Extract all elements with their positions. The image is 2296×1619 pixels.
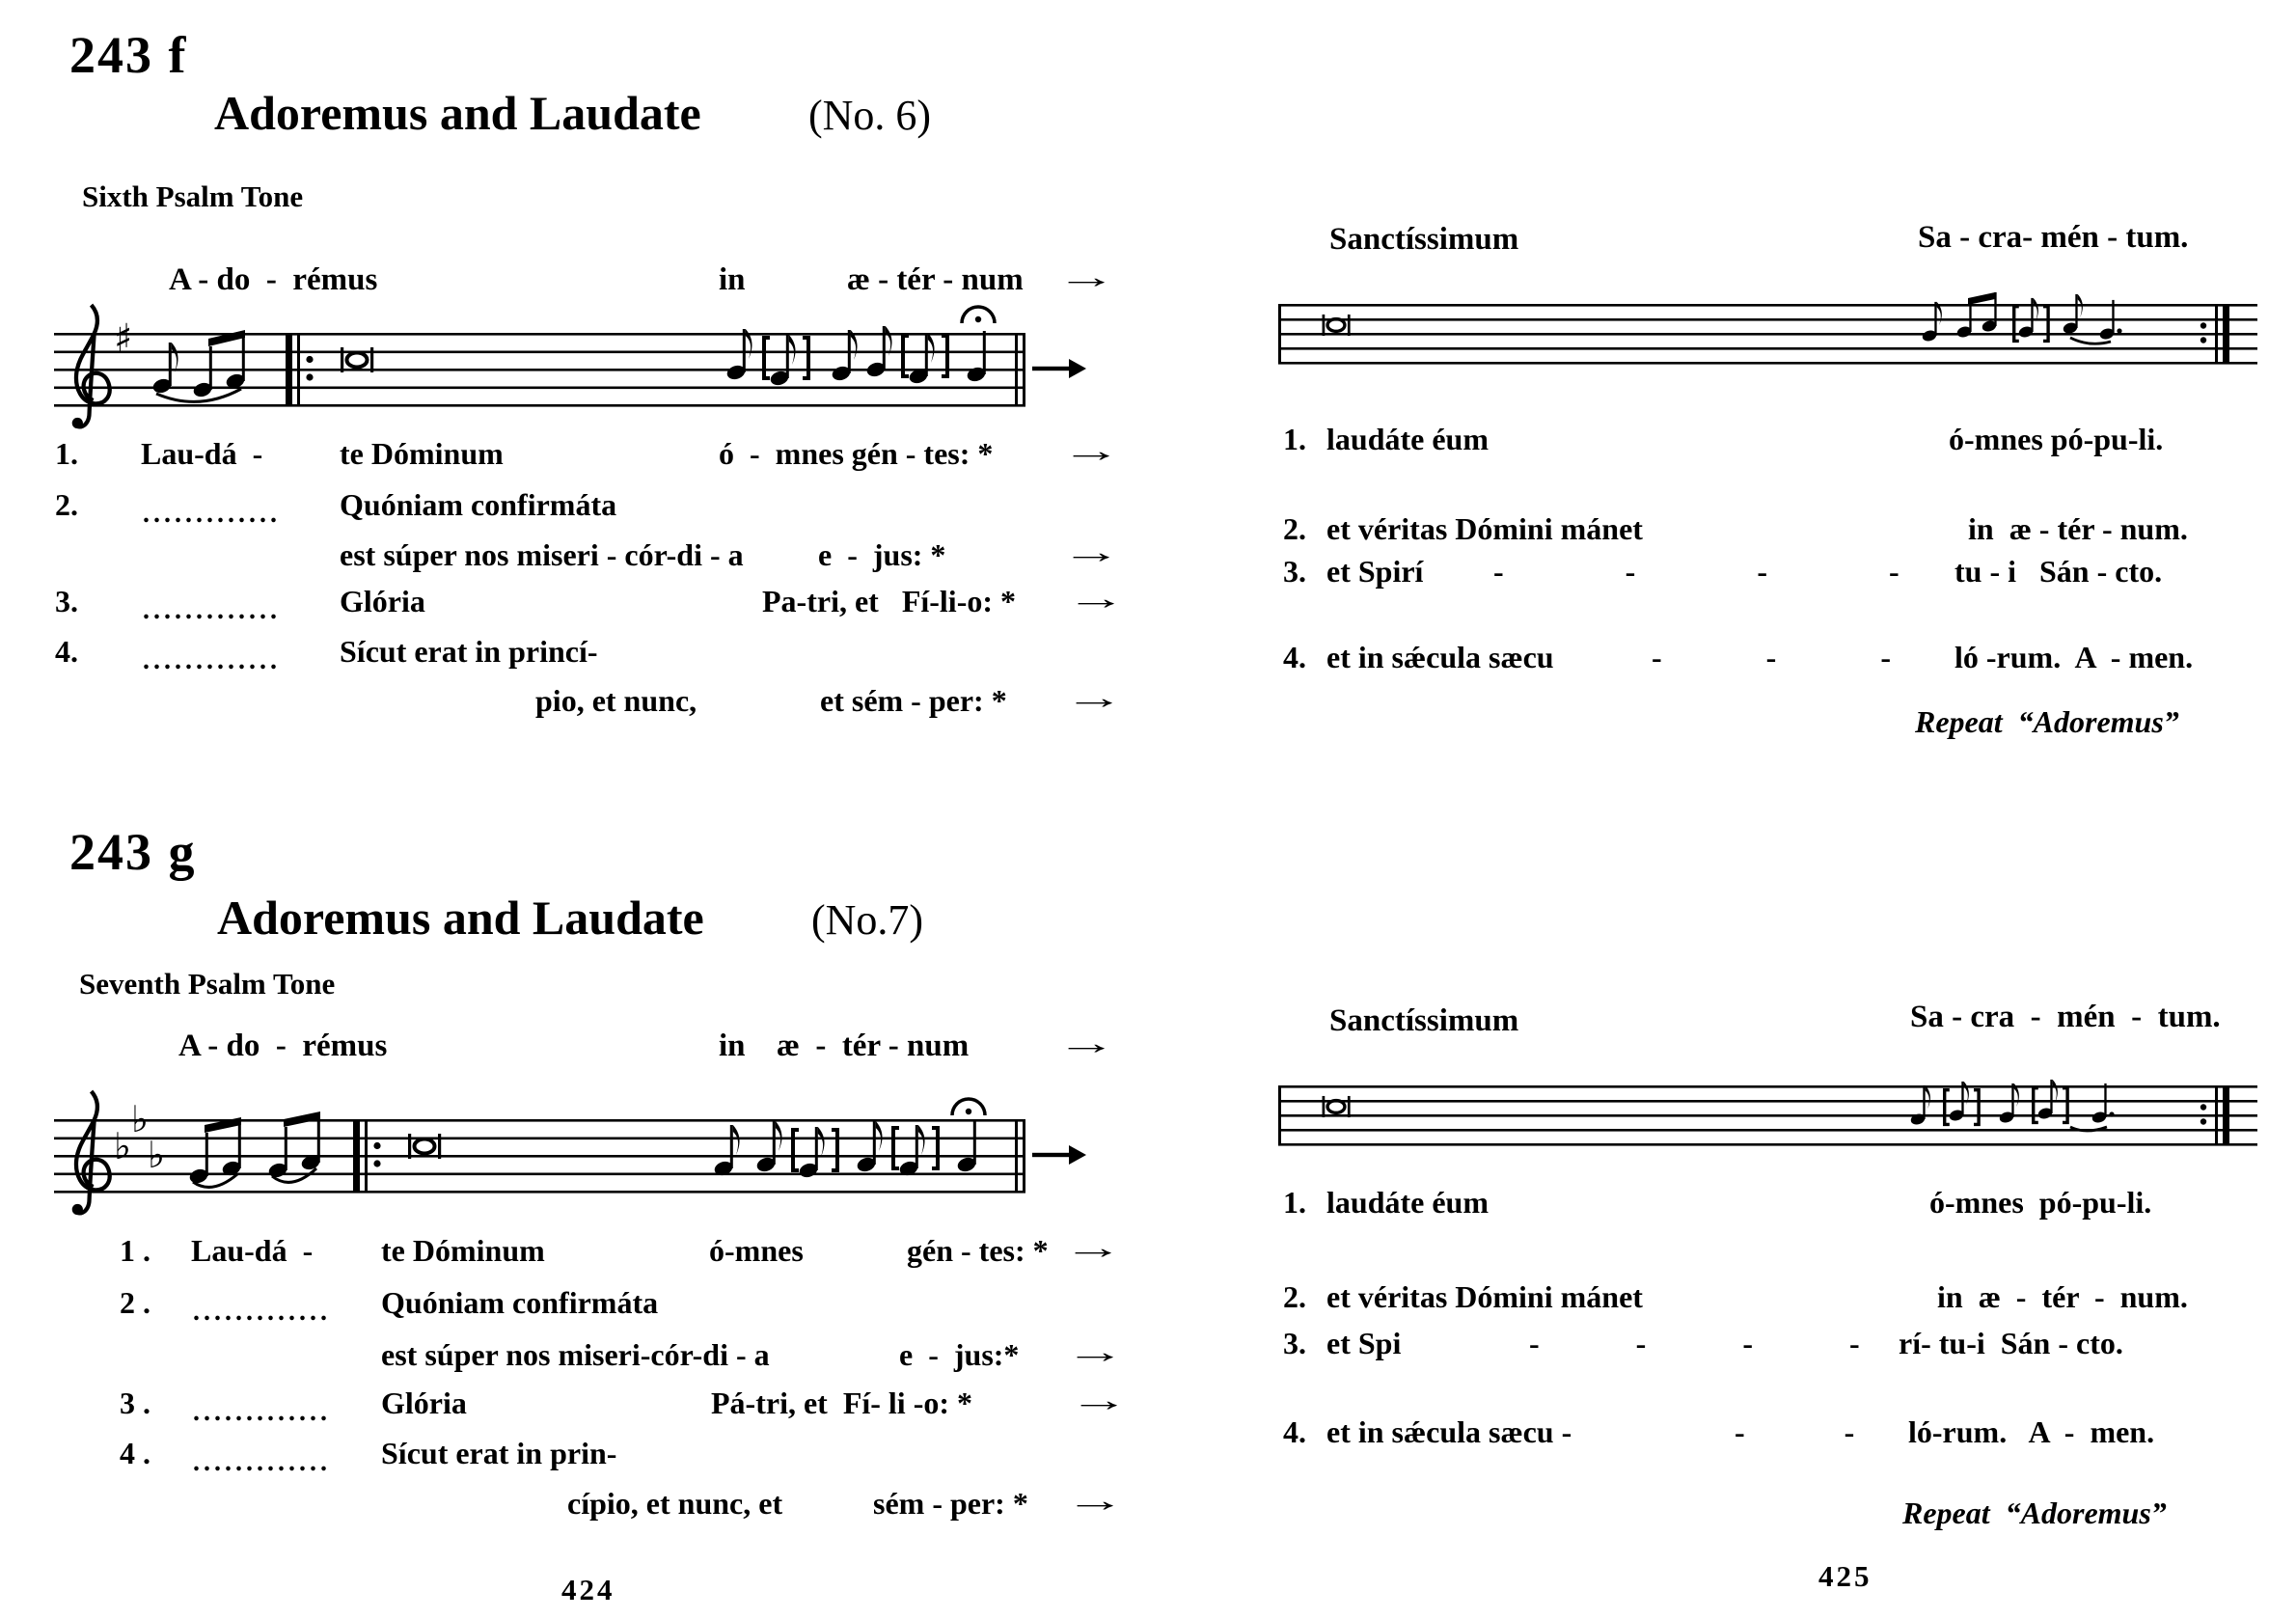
verse-number: 1.	[55, 436, 78, 471]
tone-label-g: Seventh Psalm Tone	[79, 967, 336, 1001]
verse-text: et in sǽcula sæcu	[1326, 640, 1554, 674]
fermata-icon	[962, 307, 995, 323]
repeat-instruction: Repeat “Adoremus”	[1915, 704, 2179, 739]
lyric-g-adoremus: A - do - rémus	[178, 1029, 388, 1063]
verse-text: te Dóminum	[340, 436, 504, 471]
cadence-notes	[713, 1121, 977, 1179]
ditto-leader: .............	[193, 1447, 331, 1477]
verse-text: ló-rum. A - men.	[1908, 1414, 2155, 1449]
verse-number: 3.	[55, 584, 78, 618]
melisma-dashes: - - - -	[1493, 554, 1900, 589]
verse-text: est súper nos miseri-cór-di - a	[381, 1337, 770, 1372]
verse-text: est súper nos miseri - cór-di - a	[340, 537, 744, 572]
verse-text: et véritas Dómini mánet	[1326, 1279, 1643, 1314]
verse-text: et Spirí	[1326, 554, 1424, 589]
verse-text: Glória	[340, 584, 425, 618]
verse-number: 3.	[1283, 1326, 1306, 1360]
reciting-note-breve	[1323, 315, 1351, 336]
svg-text:♭: ♭	[131, 1098, 149, 1140]
continuation-arrow-icon	[1032, 1145, 1086, 1165]
lyric-g-aeternum: æ - tér - num	[777, 1029, 970, 1063]
verse-text: Lau-dá -	[141, 436, 263, 471]
continuation-arrow-icon: →	[1063, 1231, 1124, 1266]
staff-g	[48, 1066, 1129, 1225]
start-barline	[1278, 304, 1281, 364]
intonation-notes	[151, 330, 246, 401]
intonation-notes	[188, 1111, 321, 1187]
staff-right-bottom	[1254, 1071, 2277, 1163]
verse-number: 1.	[1283, 422, 1306, 456]
verse-number: 3.	[1283, 554, 1306, 589]
verse-text: in æ - tér - num.	[1968, 511, 2188, 546]
verse-text: Quóniam confirmáta	[381, 1285, 659, 1320]
continuation-arrow-icon: →	[1056, 261, 1117, 295]
verse-text: Quóniam confirmáta	[340, 487, 617, 522]
ditto-leader: .............	[143, 595, 281, 625]
lyric-f-aeternum: æ - tér - num	[847, 262, 1024, 297]
title-f-number: (No. 6)	[808, 92, 932, 139]
section-number-f: 243 f	[69, 26, 188, 84]
verse-number: 4.	[1283, 1414, 1306, 1449]
incipit-sacramentum: Sa - cra - mén - tum.	[1910, 1000, 2221, 1034]
continuation-arrow-icon: →	[1065, 1484, 1126, 1519]
verse-text: Sícut erat in prin-	[381, 1436, 617, 1470]
ditto-leader: .............	[193, 1297, 331, 1327]
staff-right-top	[1254, 289, 2277, 381]
flat-key-signature-icon	[114, 1098, 165, 1176]
verse-text: in æ - tér - num.	[1937, 1279, 2188, 1314]
treble-clef-icon	[72, 305, 110, 428]
verse-text: ló -rum. A - men.	[1954, 640, 2194, 674]
tone-label-f: Sixth Psalm Tone	[82, 179, 304, 213]
continuation-arrow-icon	[1032, 359, 1086, 378]
verse-text: et Spi	[1326, 1326, 1402, 1360]
verse-text: et véritas Dómini mánet	[1326, 511, 1643, 546]
start-barline	[1278, 1085, 1281, 1145]
folio-number-left: 424	[561, 1573, 615, 1606]
verse-number: 4.	[55, 634, 78, 669]
verse-number: 2.	[55, 487, 78, 522]
treble-clef-icon	[72, 1091, 110, 1215]
incipit-sacramentum: Sa - cra- mén - tum.	[1918, 220, 2189, 255]
verse-text: Lau-dá -	[191, 1233, 314, 1268]
repeat-instruction: Repeat “Adoremus”	[1902, 1496, 2167, 1530]
verse-text: ó-mnes pó-pu-li.	[1949, 422, 2164, 456]
title-f: Adoremus and Laudate	[214, 86, 701, 140]
verse-text: Pá-tri, et Fí- li -o: *	[711, 1386, 972, 1420]
verse-text: laudáte éum	[1326, 422, 1489, 456]
svg-text:♭: ♭	[148, 1134, 165, 1176]
reciting-note-breve	[1323, 1096, 1351, 1117]
continuation-arrow-icon: →	[1061, 434, 1122, 469]
verse-text: ó-mnes pó-pu-li.	[1929, 1185, 2152, 1220]
ditto-leader: .............	[193, 1397, 331, 1427]
verse-text: Pa-tri, et Fí-li-o: *	[762, 584, 1016, 618]
verse-text: te Dóminum	[381, 1233, 545, 1268]
continuation-arrow-icon: →	[1056, 1027, 1117, 1061]
melisma-dashes: - - -	[1652, 640, 1891, 674]
verse-text: Sícut erat in princí-	[340, 634, 598, 669]
melisma-dashes: - -	[1735, 1414, 1855, 1449]
lyric-g-in: in	[719, 1029, 746, 1063]
verse-number: 4 .	[120, 1436, 150, 1470]
melisma-dashes: - - - -	[1529, 1326, 1860, 1360]
verse-text: et sém - per: *	[820, 683, 1007, 718]
cadence-notes	[1921, 292, 2121, 343]
verse-text: Glória	[381, 1386, 467, 1420]
incipit-sanctissimum: Sanctíssimum	[1329, 1003, 1519, 1038]
staff-f	[48, 289, 1129, 434]
verse-text: rí- tu-i Sán - cto.	[1899, 1326, 2123, 1360]
verse-number: 1.	[1283, 1185, 1306, 1220]
verse-number: 3 .	[120, 1386, 150, 1420]
verse-number: 1 .	[120, 1233, 150, 1268]
title-g-number: (No.7)	[811, 896, 924, 944]
title-g: Adoremus and Laudate	[217, 891, 704, 945]
verse-text: et in sǽcula sæcu -	[1326, 1414, 1572, 1449]
verse-number: 4.	[1283, 640, 1306, 674]
verse-text: ó - mnes gén - tes: *	[719, 436, 994, 471]
continuation-arrow-icon: →	[1065, 1335, 1126, 1370]
verse-text: e - jus: *	[818, 537, 946, 572]
lyric-f-adoremus: A - do - rémus	[169, 262, 378, 297]
verse-text: laudáte éum	[1326, 1185, 1489, 1220]
verse-text: ó-mnes	[709, 1233, 804, 1268]
continuation-arrow-icon: →	[1069, 1384, 1130, 1418]
verse-number: 2 .	[120, 1285, 150, 1320]
continuation-arrow-icon: →	[1064, 681, 1125, 716]
verse-number: 2.	[1283, 511, 1306, 546]
lyric-f-in: in	[719, 262, 746, 297]
folio-number-right: 425	[1818, 1559, 1872, 1593]
verse-text: sém - per: *	[873, 1486, 1028, 1521]
fermata-icon	[952, 1099, 985, 1115]
ditto-leader: .............	[143, 499, 281, 529]
verse-text: tu - i Sán - cto.	[1954, 554, 2163, 589]
svg-text:♯: ♯	[114, 316, 133, 361]
verse-text: pio, et nunc,	[535, 683, 697, 718]
verse-number: 2.	[1283, 1279, 1306, 1314]
continuation-arrow-icon: →	[1066, 582, 1127, 617]
section-number-g: 243 g	[69, 823, 197, 881]
continuation-arrow-icon: →	[1061, 535, 1122, 570]
ditto-leader: .............	[143, 645, 281, 675]
verse-text: cípio, et nunc, et	[567, 1486, 783, 1521]
verse-text: e - jus:*	[899, 1337, 1020, 1372]
incipit-sanctissimum: Sanctíssimum	[1329, 222, 1519, 257]
verse-text: gén - tes: *	[907, 1233, 1049, 1268]
svg-text:♭: ♭	[114, 1125, 131, 1167]
sharp-key-signature-icon	[114, 316, 132, 361]
